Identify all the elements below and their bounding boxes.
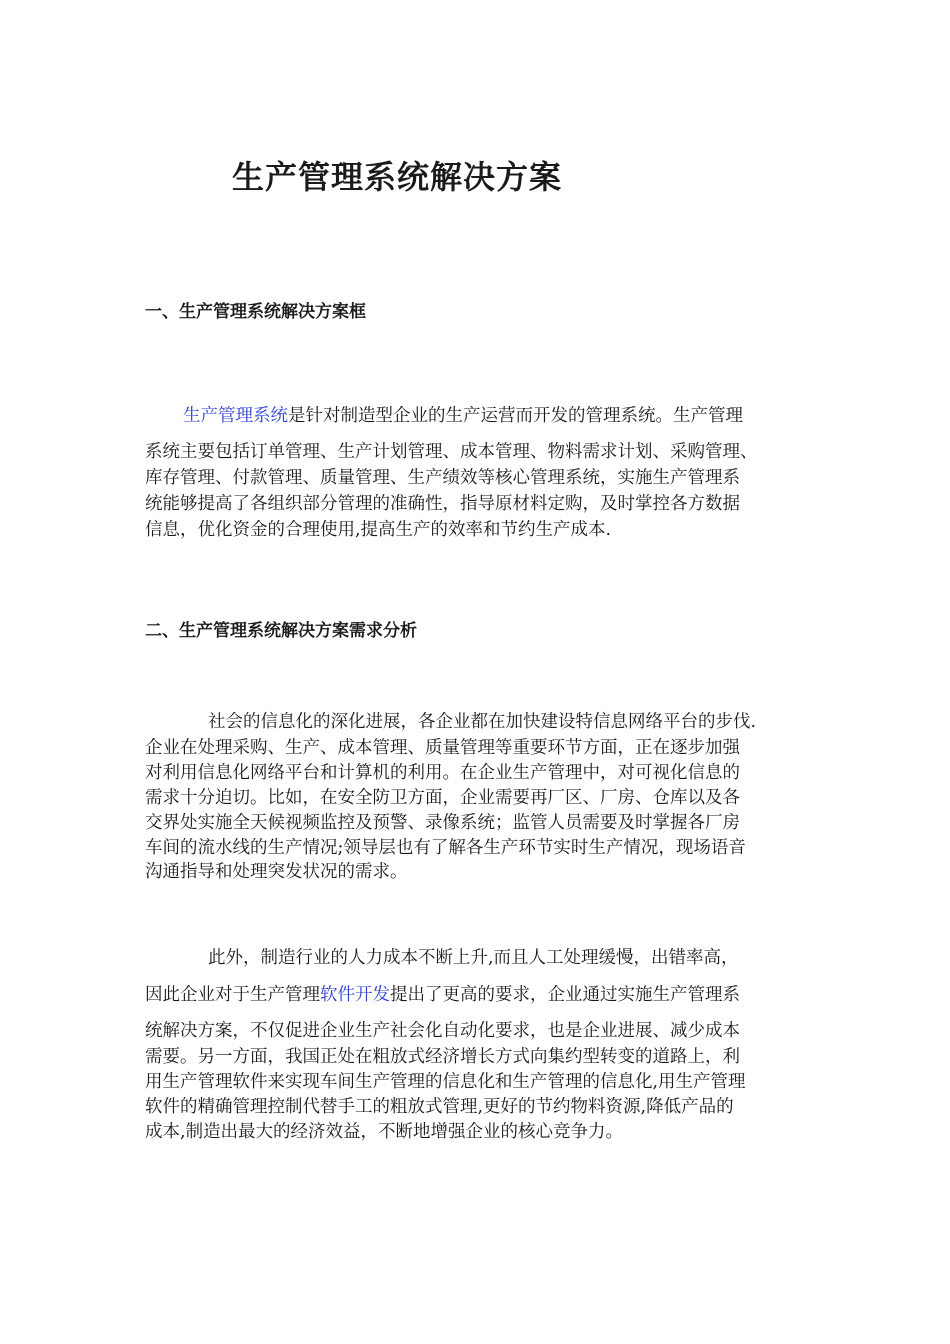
paragraph-line: 统能够提高了各组织部分管理的准确性，指导原材料定购，及时掌控各方数据 (145, 494, 740, 514)
paragraph-line: 需求十分迫切。比如，在安全防卫方面，企业需要再厂区、厂房、仓库以及各 (145, 788, 740, 808)
paragraph-text: 提出了更高的要求，企业通过实施生产管理系 (390, 985, 740, 1005)
paragraph-line: 对利用信息化网络平台和计算机的利用。在企业生产管理中，对可视化信息的 (145, 763, 740, 783)
paragraph-line: 信息，优化资金的合理使用,提高生产的效率和节约生产成本. (145, 520, 612, 540)
paragraph-text: 因此企业对于生产管理 (145, 985, 320, 1005)
software-dev-link[interactable]: 软件开发 (320, 985, 390, 1005)
paragraph-line: 需要。另一方面，我国正处在粗放式经济增长方式向集约型转变的道路上，利 (145, 1047, 740, 1067)
paragraph-line: 社会的信息化的深化进展，各企业都在加快建设特信息网络平台的步伐. (208, 712, 757, 732)
section-heading-1: 一、生产管理系统解决方案框 (145, 302, 366, 322)
paragraph-line (183, 404, 743, 428)
paragraph-text: 是针对制造型企业的生产运营而开发的管理系统。生产管理 (288, 406, 743, 426)
paragraph-line: 此外，制造行业的人力成本不断上升,而且人工处理缓慢，出错率高， (208, 948, 739, 968)
paragraph-line (145, 983, 740, 1007)
section-heading-2: 二、生产管理系统解决方案需求分析 (145, 621, 417, 641)
production-system-link[interactable]: 生产管理系统 (183, 406, 288, 426)
paragraph-line: 沟通指导和处理突发状况的需求。 (145, 862, 408, 882)
page-title: 生产管理系统解决方案 (232, 158, 563, 196)
paragraph-line: 用生产管理软件来实现车间生产管理的信息化和生产管理的信息化,用生产管理 (145, 1072, 746, 1092)
paragraph-line: 库存管理、付款管理、质量管理、生产绩效等核心管理系统，实施生产管理系 (145, 468, 740, 488)
paragraph-line: 系统主要包括订单管理、生产计划管理、成本管理、物料需求计划、采购管理、 (145, 442, 758, 462)
paragraph-line: 成本,制造出最大的经济效益，不断地增强企业的核心竞争力。 (145, 1122, 624, 1142)
paragraph-line: 软件的精确管理控制代替手工的粗放式管理,更好的节约物料资源,降低产品的 (145, 1097, 734, 1117)
paragraph-line: 企业在处理采购、生产、成本管理、质量管理等重要环节方面，正在逐步加强 (145, 738, 740, 758)
paragraph-line: 车间的流水线的生产情况;领导层也有了解各生产环节实时生产情况，现场语音 (145, 838, 746, 858)
paragraph-line: 交界处实施全天候视频监控及预警、录像系统；监管人员需要及时掌握各厂房 (145, 813, 740, 833)
paragraph-line: 统解决方案，不仅促进企业生产社会化自动化要求，也是企业进展、减少成本 (145, 1021, 740, 1041)
